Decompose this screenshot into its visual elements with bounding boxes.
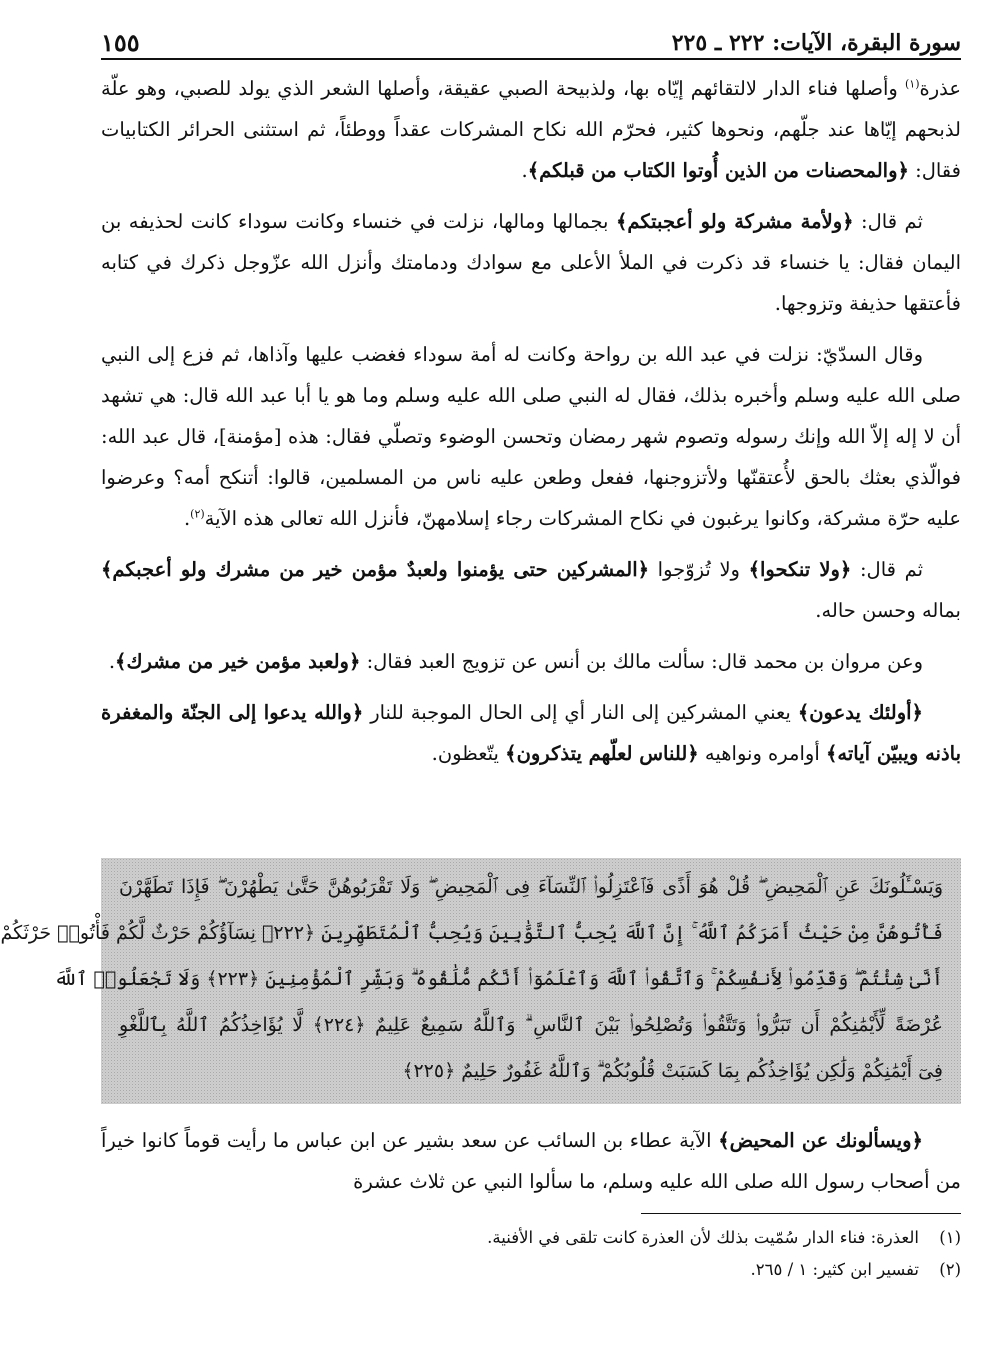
text-run: الآية عطاء بن السائب عن سعد بشير عن ابن عباس ما رأيت قوماً كانوا خيراً من أصحاب رسول الله صلى الله عليه وسلم، ما سألوا النبي عن ثلاث عشرة xyxy=(101,1129,961,1193)
quran-line: فَأْتُوهُنَّ مِنْ حَيْثُ أَمَرَكُمُ ٱللَّهُ ۚ إِنَّ ٱللَّهَ يُحِبُّ ٱلتَّوَّٰبِينَ وَيُحِبُّ ٱلْمُتَطَهِّرِينَ ﴿٢٢٢﴾ نِسَآؤُكُمْ حَرْثٌ لَّكُمْ فَأْتُوا۟ حَرْثَكُمْ xyxy=(0,922,943,944)
quran-quote: ﴿أولئك يدعون﴾ xyxy=(797,701,923,724)
text-run: بجمالها ومالها، نزلت في خنساء وكانت سوداء كانت لحذيفه بن اليمان فقال: يا خنساء قد ذكرت في الملأ الأعلى مع سوادك ودمامتك وأنزل الله عزّوجل ذكرك في كتابه فأعتقها حذيفة وتزوجها. xyxy=(101,210,961,315)
text-run: بماله وحسن حاله. xyxy=(815,599,961,622)
footnote-marker: (٢) xyxy=(190,507,205,521)
text-run: وأصلها فناء الدار لالتقائهم إيّاه بها، ولذبيحة الصبي عقيقة، وأصلها الشعر الذي يولد للصبي، وهو علّة لذبحهم إيّاها عند جلّهم، ونحوها كثير، فحرّم الله نكاح المشركات عقداً ووطئاً، ثم استثنى الحرائر الكتابيات فقال: xyxy=(101,77,961,182)
commentary-continued xyxy=(101,1120,961,1202)
text-run: عذرة xyxy=(919,77,961,100)
quran-line: وَيَسْـَٔلُونَكَ عَنِ ٱلْمَحِيضِ ۖ قُلْ هُوَ أَذًى فَٱعْتَزِلُوا۟ ٱلنِّسَآءَ فِى ٱلْمَحِيضِ ۖ وَلَا تَقْرَبُوهُنَّ حَتَّىٰ يَطْهُرْنَ ۖ فَإِذَا تَطَهَّرْنَ xyxy=(119,876,943,898)
text-run: . xyxy=(183,507,191,530)
quran-line: عُرْضَةً لِّأَيْمَٰنِكُمْ أَن تَبَرُّوا۟ وَتَتَّقُوا۟ وَتُصْلِحُوا۟ بَيْنَ ٱلنَّاسِ ۗ وَٱللَّهُ سَمِيعٌ عَلِيمٌ ﴿٢٢٤﴾ لَّا يُؤَاخِذُكُمُ ٱللَّهُ بِٱللَّغْوِ xyxy=(119,1014,943,1036)
quran-verses-box xyxy=(0,858,961,1104)
paragraph xyxy=(101,641,961,682)
paragraph xyxy=(101,692,961,774)
quran-quote: ﴿ولا تنكحوا﴾ xyxy=(748,558,852,581)
footnote-marker: (١) xyxy=(904,77,920,91)
quran-quote: ﴿المشركين حتى يؤمنوا ولعبدٌ مؤمن خير من مشرك ولو أعجبكم﴾ xyxy=(101,558,650,581)
footnote-separator xyxy=(641,1213,961,1214)
running-title: سورة البقرة، الآيات: ٢٢٢ ـ ٢٢٥ xyxy=(671,30,961,56)
page-header xyxy=(101,18,961,60)
paragraph xyxy=(101,334,961,539)
quran-quote: ﴿للناس لعلّهم يتذكرون﴾ xyxy=(505,742,699,765)
footnote-number: (٢) xyxy=(939,1260,961,1279)
paragraph xyxy=(101,201,961,324)
text-run: أوامره ونواهيه xyxy=(698,742,826,765)
quran-quote: ﴿ولعبد مؤمن خير من مشرك﴾ xyxy=(115,650,361,673)
paragraph xyxy=(101,68,961,191)
text-run: وعن مروان بن محمد قال: سألت مالك بن أنس عن تزويج العبد فقال: xyxy=(360,650,923,673)
text-run: ثم قال: xyxy=(853,210,923,233)
quran-quote: ﴿ولأمة مشركة ولو أعجبتكم﴾ xyxy=(616,210,854,233)
footnote-number: (١) xyxy=(939,1228,961,1247)
quran-quote: ﴿والمحصنات من الذين أُوتوا الكتاب من قبلكم﴾ xyxy=(527,159,909,182)
footnote xyxy=(101,1254,961,1286)
page-number: ١٥٥ xyxy=(101,28,140,57)
paragraph xyxy=(101,1120,961,1202)
footnote-text: تفسير ابن كثير: ١ / ٢٦٥. xyxy=(750,1260,919,1279)
text-run: يتّعظون. xyxy=(431,742,506,765)
text-run: ثم قال: xyxy=(851,558,923,581)
quran-quote: ﴿والله يدعوا إلى الجنّة والمغفرة باذنه ويبيّن آياته﴾ xyxy=(101,701,961,765)
paragraph xyxy=(101,549,961,631)
quran-quote: ﴿ويسألونك عن المحيض﴾ xyxy=(718,1129,923,1152)
text-run: . xyxy=(521,159,528,182)
quran-line: فِىٓ أَيْمَٰنِكُمْ وَلَٰكِن يُؤَاخِذُكُم بِمَا كَسَبَتْ قُلُوبُكُمْ ۗ وَٱللَّهُ غَفُورٌ حَلِيمٌ ﴿٢٢٥﴾ xyxy=(402,1060,943,1082)
text-run: ولا تُزوّجوا xyxy=(649,558,749,581)
footnote-text: العذرة: فناء الدار سُمّيت بذلك لأن العذرة كانت تلقى في الأفنية. xyxy=(487,1228,919,1247)
text-run: وقال السدّيّ: نزلت في عبد الله بن رواحة وكانت له أمة سوداء فغضب عليها وآذاها، ثم فزع إلى النبي صلى الله عليه وسلم وأخبره بذلك، فقال له النبي صلى الله عليه وسلم وما هو يا أبا عبد الله قال: هي تشهد أن لا إله إلاّ الله وإنك رسوله وتصوم شهر رمضان وتحسن الوضوء وتصلّي فقال: هذه [مؤمنة]، قال عبد الله: فوالّذي بعثك بالحق لأُعتقنّها ولأتزوجنها، ففعل وطعن عليه ناس من المسلمين، قالوا: أتنكح أمه؟ وعرضوا عليه حرّة مشركة، وكانوا يرغبون في نكاح المشركات رجاء إسلامهنّ، فأنزل الله تعالى هذه الآية xyxy=(101,343,961,530)
footnotes xyxy=(101,1222,961,1286)
text-run: . xyxy=(108,650,116,673)
quran-line: أَنَّىٰ شِئْتُمْ ۖ وَقَدِّمُوا۟ لِأَنفُسِكُمْ ۚ وَٱتَّقُوا۟ ٱللَّهَ وَٱعْلَمُوٓا۟ أَنَّكُم مُّلَٰقُوهُ ۗ وَبَشِّرِ ٱلْمُؤْمِنِينَ ﴿٢٢٣﴾ وَلَا تَجْعَلُوا۟ ٱللَّهَ xyxy=(54,968,943,990)
commentary-body xyxy=(101,68,961,784)
footnote xyxy=(101,1222,961,1254)
text-run: يعني المشركين إلى النار أي إلى الحال الموجبة للنار xyxy=(363,701,798,724)
